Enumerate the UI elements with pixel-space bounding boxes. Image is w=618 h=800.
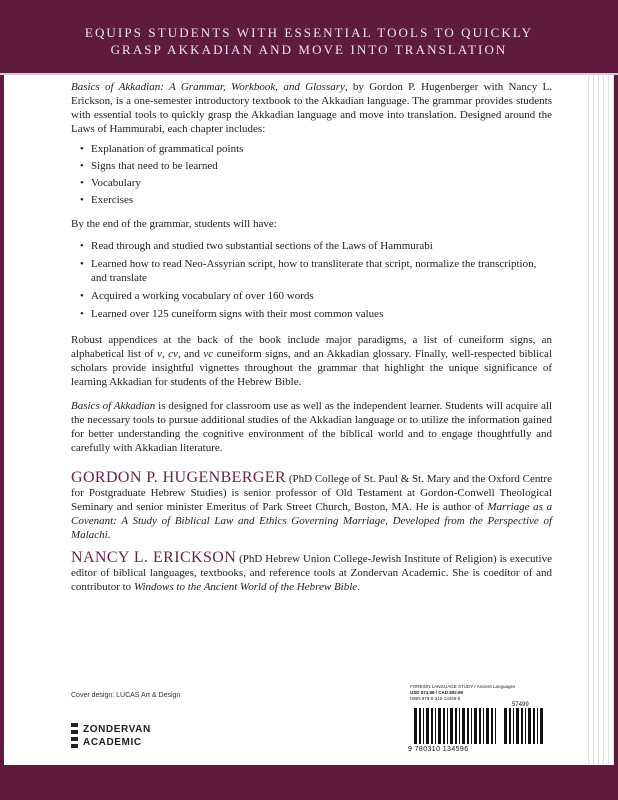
barcode-bar <box>459 708 460 744</box>
tagline <box>0 24 618 58</box>
list-item: • Exercises <box>71 193 552 207</box>
barcode-bar <box>471 708 472 744</box>
barcode-bar <box>431 708 433 744</box>
barcode-bar <box>467 708 469 744</box>
cv-label: cv <box>168 348 178 360</box>
barcode-panel <box>404 681 548 758</box>
classroom-paragraph <box>71 399 552 455</box>
barcode-bar <box>491 708 493 744</box>
publisher-line-2: ACADEMIC <box>83 737 142 748</box>
barcode-icon <box>414 708 498 744</box>
author-bio-text: (PhD College of St. Paul & St. Mary and the Oxford Centre for Postgraduate Hebrew Studies) is senior professor of Old Testament at Gordon-Conwell Theological Seminary and senior minister Emeritus of Park Street Church, Boston, MA. He is author of <box>71 473 552 513</box>
barcode-digits: 9 780310 134596 <box>408 746 469 753</box>
barcode-bar <box>521 708 523 744</box>
list-item: • Learned over 125 cuneiform signs with their most common values <box>71 307 552 321</box>
barcode-bar <box>525 708 526 744</box>
barcode-bar <box>479 708 481 744</box>
publisher-line-1: ZONDERVAN <box>83 724 151 735</box>
barcode-bar <box>438 708 441 744</box>
barcode-bar <box>509 708 511 744</box>
list-item: • Signs that need to be learned <box>71 159 552 173</box>
publisher-name <box>83 723 151 749</box>
appendices-text: Robust appendices at the back of the book include major paradigms, a list of cuneiform signs, an alphabetical list of <box>71 334 552 360</box>
punctuation: . <box>357 581 360 593</box>
barcode-bar <box>419 708 421 744</box>
by-end-paragraph: By the end of the grammar, students will have: <box>71 218 277 230</box>
barcode-bar <box>540 708 543 744</box>
vertical-stripes <box>588 75 614 765</box>
isbn: ISBN 978-0-310-13459-6 <box>410 696 461 701</box>
barcode-bar <box>516 708 519 744</box>
barcode-bar <box>462 708 465 744</box>
author-book-title: Marriage as a Covenant: A Study of Biblical Law and Ethics Governing Marriage, Developed from the Perspective of Malachi <box>71 501 552 541</box>
intro-paragraph <box>71 80 552 136</box>
vc-label: vc <box>203 348 214 360</box>
footer-band <box>0 765 618 800</box>
author-book-title: Windows to the Ancient World of the Hebrew Bible <box>133 581 358 593</box>
barcode-bar <box>495 708 496 744</box>
barcode-bar <box>426 708 429 744</box>
book-title: Basics of Akkadian <box>71 400 156 412</box>
appendices-paragraph <box>71 333 552 389</box>
right-border <box>614 75 618 765</box>
barcode-bar <box>483 708 484 744</box>
left-border <box>0 75 4 765</box>
price: USD $74.99 / CAD $92.99 <box>410 690 464 695</box>
barcode-bar <box>537 708 538 744</box>
barcode-bar <box>443 708 445 744</box>
price-addon-code: 57499 <box>512 702 529 708</box>
addon-barcode-icon <box>504 708 544 744</box>
barcode-bar <box>455 708 457 744</box>
list-item: • Vocabulary <box>71 176 552 190</box>
barcode-bar <box>414 708 417 744</box>
cover-credit: Cover design: LUCAS Art & Design <box>71 692 181 699</box>
tagline-line-2: GRASP AKKADIAN AND MOVE INTO TRANSLATION <box>110 42 508 57</box>
separator: , and <box>177 348 204 360</box>
punctuation: . <box>107 529 111 541</box>
author-bio-hugenberger <box>71 471 552 542</box>
barcode-bar <box>486 708 489 744</box>
barcode-bar <box>450 708 453 744</box>
list-item: • Read through and studied two substantial sections of the Laws of Hammurabi <box>71 239 552 253</box>
zondervan-logo-icon <box>71 723 78 749</box>
list-item: • Explanation of grammatical points <box>71 142 552 156</box>
barcode-bar <box>504 708 507 744</box>
tagline-line-1: EQUIPS STUDENTS WITH ESSENTIAL TOOLS TO QUICKLY <box>84 25 534 40</box>
classroom-text: is designed for classroom use as well as the independent learner. Students will acquire all the necessary tools to pursue additional studies of the Akkadian language or to utilize the information gained for better understanding the cognitive environment of the biblical world and to engage thoughtfully and carefully with Akkadian literature. <box>71 400 552 454</box>
header-band <box>0 0 618 75</box>
barcode-bar <box>423 708 424 744</box>
barcode-bar <box>533 708 535 744</box>
barcode-bar <box>435 708 436 744</box>
barcode-bar <box>447 708 448 744</box>
author-bio-text: (PhD Hebrew Union College-Jewish Institute of Religion) is executive editor of biblical languages, textbooks, and reference tools at Zondervan Academic. She is coeditor of and contributor to <box>71 553 552 593</box>
list-item: • Learned how to read Neo-Assyrian script, how to transliterate that script, normalize the transcription, and translate <box>71 257 552 285</box>
v-label: v <box>157 348 162 360</box>
subject-category: FOREIGN LANGUAGE STUDY / Ancient Languages <box>410 684 516 689</box>
book-title: Basics of Akkadian: A Grammar, Workbook, and Glossary <box>71 81 345 93</box>
separator: , <box>161 348 169 360</box>
appendices-text: cuneiform signs, and an Akkadian glossary. Finally, well-respected biblical scholars provide insightful vignettes throughout the grammar that highlight the unique significance of learning Akkadian for students of the Hebrew Bible. <box>71 348 553 388</box>
barcode-bar <box>528 708 531 744</box>
description <box>71 80 552 594</box>
intro-text: , by Gordon P. Hugenberger with Nancy L. Erickson, is a one-semester introductory textbook to the Akkadian language. The grammar provides students with essential tools to quickly grasp the Akkadian language and move into translation. Designed around the Laws of Hammurabi, each chapter includes: <box>71 81 552 135</box>
publisher-logo <box>71 722 151 752</box>
author-name: GORDON P. HUGENBERGER <box>71 469 287 486</box>
barcode-bar <box>513 708 514 744</box>
barcode-bar <box>474 708 477 744</box>
chapter-includes-list <box>71 142 552 207</box>
author-bio-erickson <box>71 551 552 594</box>
list-item: • Acquired a working vocabulary of over 160 words <box>71 289 552 303</box>
outcomes-list <box>71 239 552 321</box>
author-name: NANCY L. ERICKSON <box>71 549 237 566</box>
